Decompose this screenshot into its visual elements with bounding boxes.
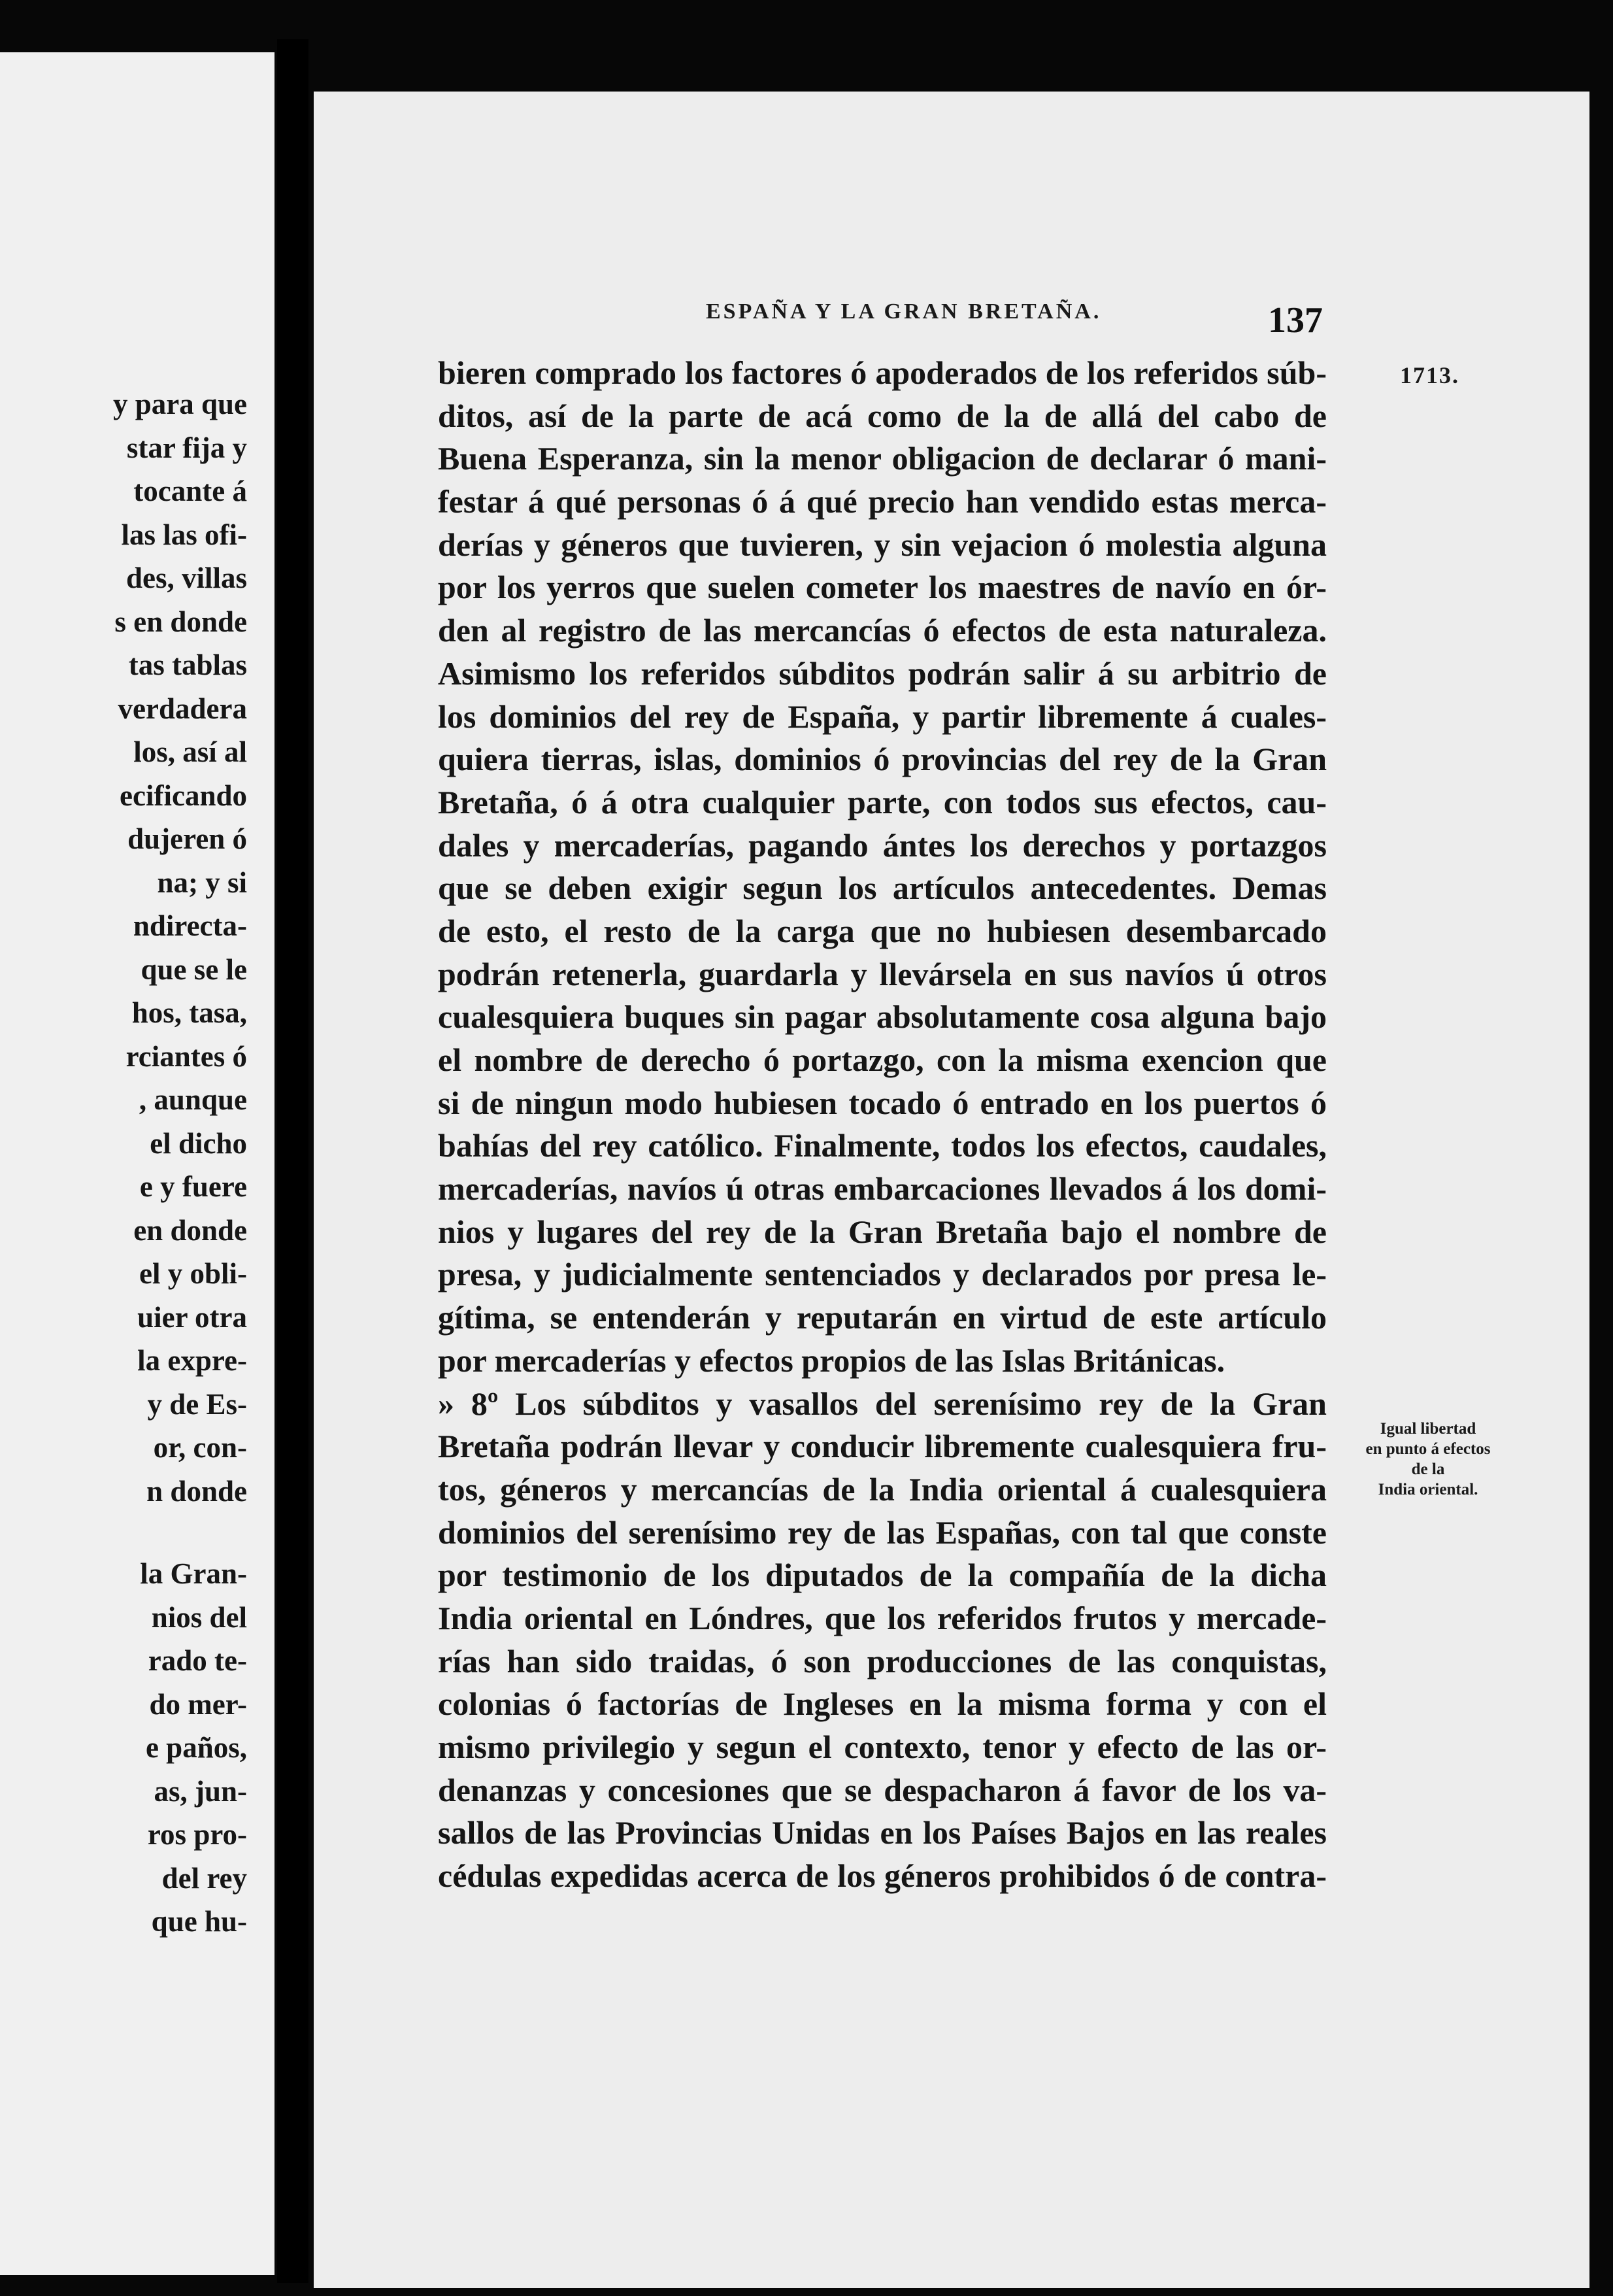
body-line: de esto, el resto de la carga que no hubiesen desembarcado — [438, 912, 1327, 949]
body-line: dales y mercaderías, pagando ántes los derechos y portazgos — [438, 826, 1327, 864]
body-line: colonias ó factorías de Ingleses en la misma forma y con el — [438, 1685, 1327, 1723]
body-line: festar á qué personas ó á qué precio han vendido estas merca- — [438, 483, 1327, 520]
body-line: rías han sido traidas, ó son producciones de las conquistas, — [438, 1642, 1327, 1680]
left-line: ecificando — [120, 779, 247, 812]
body-line: por testimonio de los diputados de la compañía de la dicha — [438, 1557, 1327, 1594]
left-line: la Gran- — [140, 1557, 247, 1590]
body-line: el nombre de derecho ó portazgo, con la misma exencion que — [438, 1041, 1327, 1078]
side-note-line: de la — [1411, 1460, 1445, 1478]
body-line: Bretaña, ó á otra cualquier parte, con todos sus efectos, cau- — [438, 783, 1327, 820]
body-line: cualesquiera buques sin pagar absolutamente cosa alguna bajo — [438, 998, 1327, 1036]
left-line: nios del — [151, 1600, 247, 1634]
body-line: gítima, se entenderán y reputarán en virtud de este artículo — [438, 1299, 1327, 1336]
body-line: India oriental en Lóndres, que los referidos frutos y mercade- — [438, 1599, 1327, 1636]
body-line: mismo privilegio y segun el contexto, tenor y efecto de las or- — [438, 1729, 1327, 1765]
left-line: los, así al — [133, 735, 247, 768]
left-line: n donde — [146, 1474, 247, 1508]
left-line: dujeren ó — [127, 822, 247, 855]
body-line: quiera tierras, islas, dominios ó provincias del rey de la Gran — [438, 741, 1327, 778]
left-line: or, con- — [153, 1431, 247, 1464]
left-line: las las ofi- — [121, 518, 247, 551]
left-line: uier otra — [137, 1300, 247, 1334]
body-line: Asimismo los referidos súbditos podrán salir á su arbitrio de — [438, 654, 1327, 692]
left-line: ndirecta- — [133, 909, 247, 942]
left-line: del rey — [161, 1861, 247, 1895]
left-line: star fija y — [126, 431, 247, 464]
body-line: que se deben exigir segun los artículos antecedentes. Demas — [438, 869, 1327, 907]
side-note-line: India oriental. — [1378, 1481, 1478, 1498]
book-gutter — [277, 39, 308, 2283]
side-note-line: Igual libertad — [1380, 1420, 1476, 1438]
body-text — [438, 352, 1327, 1898]
body-line: presa, y judicialmente sentenciados y declarados por presa le- — [438, 1256, 1327, 1293]
page-number: 137 — [1268, 300, 1323, 341]
body-line: dominios del serenísimo rey de las Españas, con tal que conste — [438, 1513, 1327, 1551]
left-line: y para que — [112, 388, 247, 420]
left-line: que hu- — [151, 1905, 247, 1938]
body-line: cédulas expedidas acerca de los géneros prohibidos ó de contra- — [438, 1857, 1327, 1895]
body-line: nios y lugares del rey de la Gran Bretaña bajo el nombre de — [438, 1213, 1327, 1250]
body-line: por los yerros que suelen cometer los maestres de navío en ór- — [438, 569, 1327, 606]
left-line: en donde — [133, 1213, 247, 1247]
body-line: derías y géneros que tuvieren, y sin vejacion ó molestia alguna — [438, 526, 1327, 563]
left-line: el y obli- — [139, 1257, 247, 1290]
body-line: sallos de las Provincias Unidas en los Países Bajos en las reales — [438, 1814, 1327, 1851]
left-line: que se le — [141, 953, 247, 986]
left-line: des, villas — [125, 562, 247, 594]
margin-year: 1713. — [1400, 362, 1459, 388]
left-line: tas tablas — [128, 649, 247, 681]
left-line: rciantes ó — [125, 1039, 247, 1073]
left-line: verdadera — [118, 692, 247, 725]
body-line: tos, géneros y mercancías de la India oriental á cualesquiera — [438, 1470, 1327, 1508]
body-line: ditos, así de la parte de acá como de la de allá del cabo de — [438, 397, 1327, 434]
body-line: por mercaderías y efectos propios de las Islas Británicas. — [438, 1342, 1225, 1379]
left-line: ros pro- — [147, 1818, 247, 1851]
left-line: el dicho — [150, 1126, 247, 1160]
body-line: Buena Esperanza, sin la menor obligacion de declarar ó mani- — [438, 440, 1327, 477]
body-line: si de ningun modo hubiesen tocado ó entrado en los puertos ó — [438, 1084, 1327, 1121]
body-line: mercaderías, navíos ú otras embarcaciones llevados á los domi- — [438, 1170, 1327, 1207]
left-line: la expre- — [137, 1344, 247, 1377]
running-head: ESPAÑA Y LA GRAN BRETAÑA. — [706, 299, 1102, 324]
left-line: do mer- — [149, 1687, 247, 1721]
left-line: e y fuere — [139, 1170, 247, 1203]
body-line: » 8º Los súbditos y vasallos del serenísimo rey de la Gran — [438, 1385, 1327, 1422]
body-line: bahías del rey católico. Finalmente, todos los efectos, caudales, — [438, 1127, 1327, 1164]
body-line: denanzas y concesiones que se despacharon á favor de los va- — [438, 1771, 1327, 1808]
body-line: podrán retenerla, guardarla y llevársela en sus navíos ú otros — [438, 955, 1327, 992]
body-line: bieren comprado los factores ó apoderados de los referidos súb- — [438, 354, 1327, 391]
left-line: s en donde — [114, 605, 247, 638]
left-line: na; y si — [157, 866, 247, 899]
side-note — [1346, 1419, 1510, 1500]
left-line: tocante á — [133, 475, 247, 507]
body-line: los dominios del rey de España, y partir libremente á cuales- — [438, 698, 1327, 735]
left-line: , aunque — [139, 1083, 247, 1116]
left-line: e paños, — [145, 1731, 247, 1764]
body-line: Bretaña podrán llevar y conducir libremente cualesquiera fru- — [438, 1428, 1327, 1465]
side-note-line: en punto á efectos — [1365, 1440, 1491, 1458]
body-line: den al registro de las mercancías ó efectos de esta naturaleza. — [438, 612, 1327, 649]
previous-page-text — [0, 382, 247, 1944]
left-line: y de Es- — [147, 1387, 247, 1421]
previous-page-fragment — [0, 52, 274, 2275]
left-line: as, jun- — [154, 1774, 247, 1808]
left-line: rado te- — [148, 1644, 247, 1677]
left-line: hos, tasa, — [131, 996, 247, 1029]
